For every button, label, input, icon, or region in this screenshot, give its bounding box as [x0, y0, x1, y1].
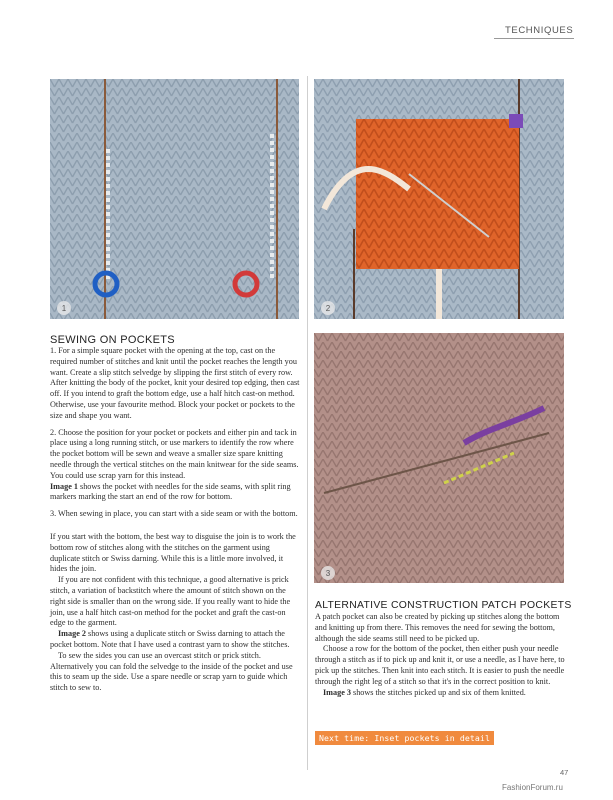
paragraph: 1. For a simple square pocket with the opening at the top, cast on the required number of stitches and knit until the pocket reaches the length you want. Create a slip stitch selvedge by slipping the first stitch of every row. After knitting the body of the pocket, knit your desired top edging, then cast off. If you intend to graft the bottom edge, use a half hitch cast-on method. Otherwise, use your favourite method. Block your pocket or pockets to the size and shape you want. [50, 346, 300, 420]
photo-2-duplicate-stitch [314, 79, 564, 319]
paragraph: Image 3 shows the stitches picked up and six of them knitted. [323, 687, 526, 697]
photo-1-side-seam-needles [50, 79, 299, 319]
image-ref: Image 1 [50, 481, 78, 491]
photo-badge: 2 [321, 301, 335, 315]
paragraph: 2. Choose the position for your pocket or pockets and either pin and tack in place using a long running stitch, or use markers to identify the row where the pocket bottom will be sewn and weave a smaller size spare knitting needle through the vertical stitches on the main knitwear for the side seams. You could use scrap yarn for this instead. [50, 427, 299, 480]
paragraph: A patch pocket can also be created by picking up stitches along the bottom and knitting up from there. This removes the need for sewing the bottom, although the side seams still need to be picked up. [315, 612, 560, 643]
paragraph: To sew the sides you can use an overcast stitch or prick stitch. Alternatively you can fold the selvedge to the inside of the pocket and use this to seam up the side. Use a spare needle or scrap yarn to guide which stitch to sew to. [50, 650, 293, 693]
paragraph: 3. When sewing in place, you can start with a side seam or with the bottom. [50, 509, 298, 519]
photo-3-picked-up-stitches [314, 333, 564, 583]
sewing-body [50, 346, 300, 694]
paragraph: Image 1 shows the pocket with needles for the side seams, with split ring markers marking the start an end of the row for bottom. [50, 481, 291, 502]
paragraph: Choose a row for the bottom of the pocket, then either push your needle through a stitch as if to pick up and knit it, or use a needle, as I have here, to pick up the stitches. Then knit into each stitch. It is easier to push the needle through the right leg of a stitch so that it's in the correct position to knit. [315, 644, 565, 686]
column-divider [307, 76, 308, 770]
paragraph: If you start with the bottom, the best way to disguise the join is to work the bottom row of stitches along with the stitches on the garment using duplicate stitch or Swiss darning. While this is a little more involved, it hides the join. [50, 531, 296, 574]
photo-badge: 1 [57, 301, 71, 315]
photo-badge: 3 [321, 566, 335, 580]
image-ref: Image 2 [58, 629, 86, 639]
alternative-body [315, 612, 565, 704]
image-ref: Image 3 [323, 687, 351, 697]
paragraph: Image 2 shows using a duplicate stitch or Swiss darning to attach the pocket bottom. Note that I have used a contrast yarn to show the stitches. [50, 629, 290, 649]
section-label: TECHNIQUES [505, 25, 574, 36]
page-number: 47 [560, 768, 569, 777]
section-heading-alternative-construction: ALTERNATIVE CONSTRUCTION PATCH POCKETS [315, 600, 572, 611]
paragraph: If you are not confident with this technique, a good alternative is prick stitch, a variation of backstitch where the amount of stitch shown on the right side is smaller than on the wrong side. If you really want to hide the join, use a half hitch cast-on method for the pocket and graft the cast-on edge to the garment. [50, 575, 291, 628]
header-rule [494, 38, 574, 39]
watermark: FashionForum.ru [502, 783, 563, 792]
section-heading-sewing-pockets: SEWING ON POCKETS [50, 334, 175, 346]
next-time-callout: Next time: Inset pockets in detail [315, 731, 494, 745]
